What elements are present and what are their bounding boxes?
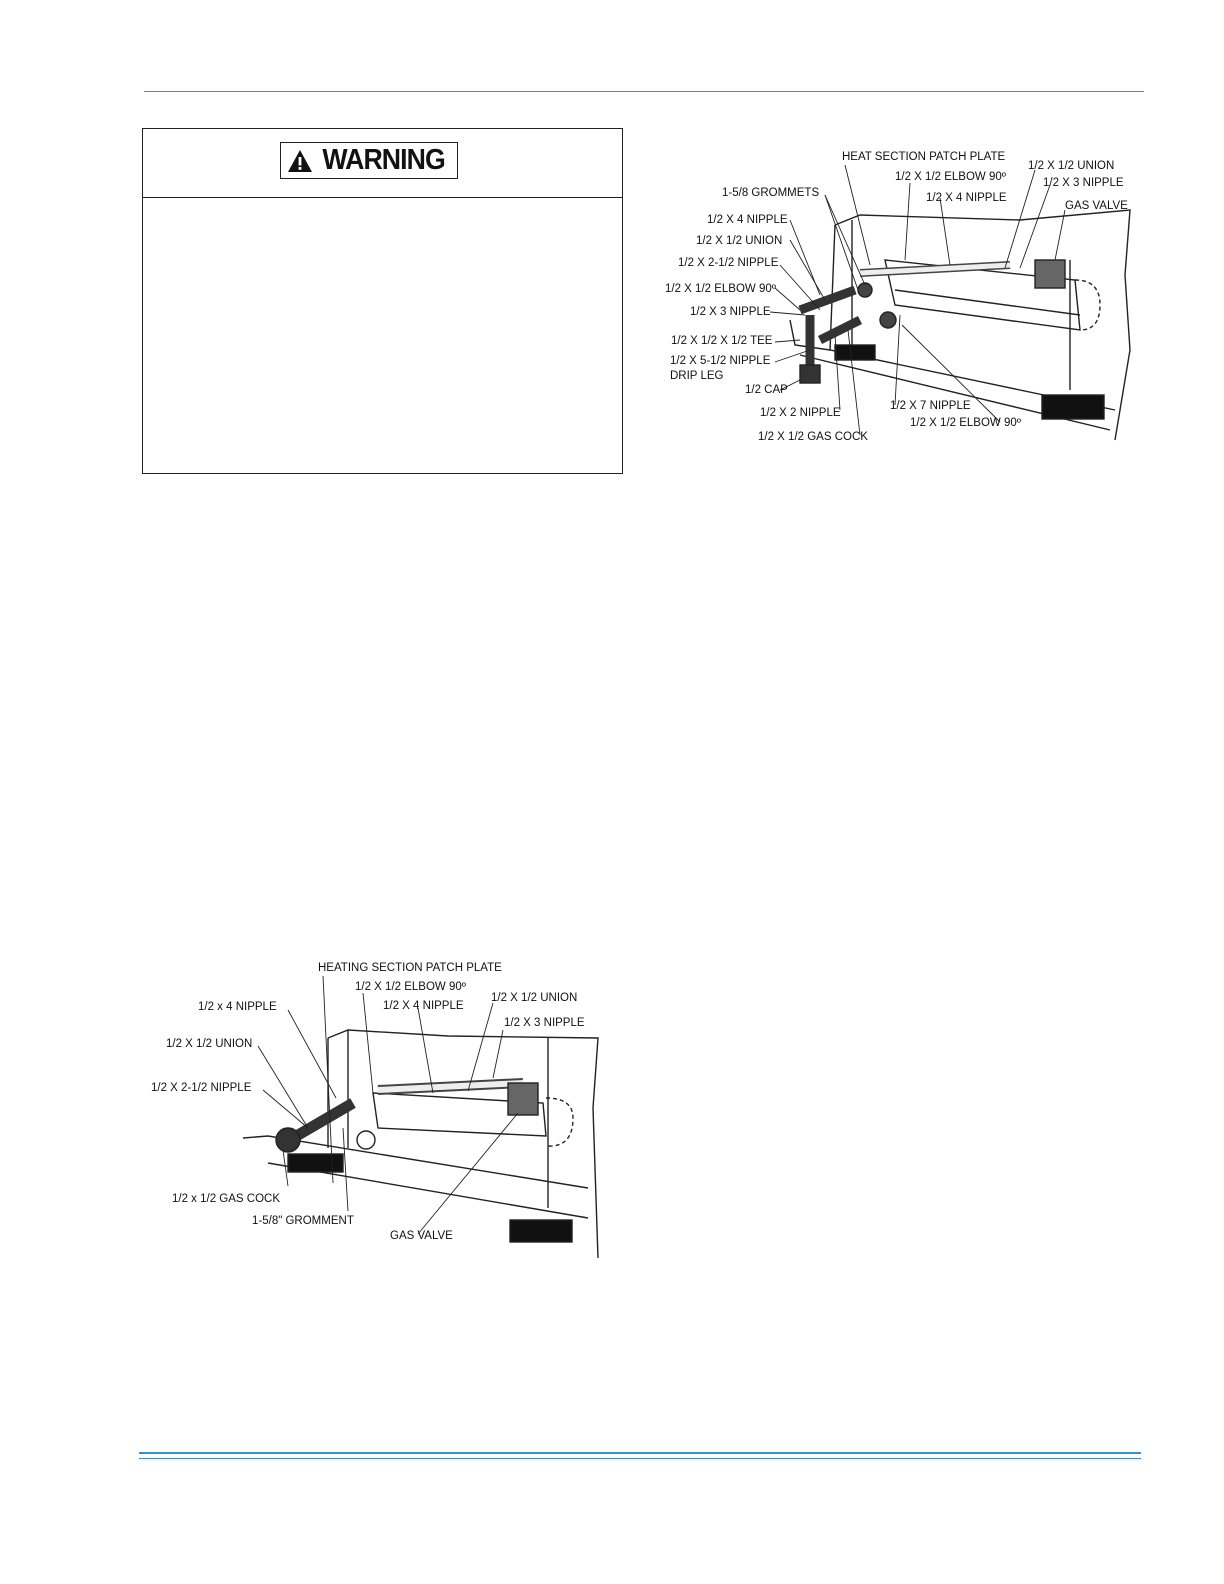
label-union-right: 1/2 X 1/2 UNION	[1028, 160, 1115, 172]
label-elbow-90-top: 1/2 X 1/2 ELBOW 90º	[895, 171, 1006, 183]
label-union-right: 1/2 X 1/2 UNION	[491, 992, 578, 1004]
warning-box	[142, 128, 623, 474]
label-nipple-4-left: 1/2 x 4 NIPPLE	[198, 1001, 277, 1013]
label-gas-valve: GAS VALVE	[1065, 200, 1128, 212]
footer-rule	[139, 1452, 1141, 1454]
label-nipple-4-mid: 1/2 X 4 NIPPLE	[383, 1000, 464, 1012]
label-nipple-2-5: 1/2 X 2-1/2 NIPPLE	[678, 257, 779, 269]
label-nipple-4-left: 1/2 X 4 NIPPLE	[707, 214, 788, 226]
label-union-left: 1/2 X 1/2 UNION	[166, 1038, 253, 1050]
label-gas-valve: GAS VALVE	[390, 1230, 453, 1242]
label-grommets: 1-5/8 GROMMETS	[722, 187, 820, 199]
label-gas-cock: 1/2 x 1/2 GAS COCK	[172, 1193, 281, 1205]
label-tee: 1/2 X 1/2 X 1/2 TEE	[671, 335, 773, 347]
label-gas-cock: 1/2 X 1/2 GAS COCK	[758, 431, 868, 443]
warning-body	[143, 198, 622, 475]
label-elbow-90-bottom: 1/2 X 1/2 ELBOW 90º	[910, 417, 1021, 429]
label-nipple-3: 1/2 X 3 NIPPLE	[504, 1017, 585, 1029]
label-nipple-2: 1/2 X 2 NIPPLE	[760, 407, 841, 419]
warning-badge	[280, 142, 458, 179]
label-nipple-3-right: 1/2 X 3 NIPPLE	[1043, 177, 1124, 189]
label-nipple-7: 1/2 X 7 NIPPLE	[890, 400, 971, 412]
footer-rule-thin	[139, 1458, 1141, 1459]
label-heating-section-patch-plate: HEATING SECTION PATCH PLATE	[318, 962, 502, 974]
warning-triangle-icon	[287, 149, 313, 173]
label-drip-leg: DRIP LEG	[670, 370, 724, 382]
label-drip-nipple: 1/2 X 5-1/2 NIPPLE	[670, 355, 771, 367]
label-union-left: 1/2 X 1/2 UNION	[696, 235, 783, 247]
warning-header	[143, 129, 622, 198]
label-nipple-4-right: 1/2 X 4 NIPPLE	[926, 192, 1007, 204]
label-nipple-2-5: 1/2 X 2-1/2 NIPPLE	[151, 1082, 252, 1094]
label-heat-section-patch-plate: HEAT SECTION PATCH PLATE	[842, 151, 1006, 163]
header-rule	[144, 91, 1144, 92]
gas-piping-figure-bottom	[148, 958, 608, 1263]
gas-piping-figure-top	[660, 140, 1140, 460]
warning-label: WARNING	[322, 144, 446, 176]
label-nipple-3-left: 1/2 X 3 NIPPLE	[690, 306, 771, 318]
label-elbow-90-left: 1/2 X 1/2 ELBOW 90º	[665, 283, 776, 295]
label-cap: 1/2 CAP	[745, 384, 788, 396]
label-grommet: 1-5/8" GROMMENT	[252, 1215, 354, 1227]
label-elbow-90: 1/2 X 1/2 ELBOW 90º	[355, 981, 466, 993]
